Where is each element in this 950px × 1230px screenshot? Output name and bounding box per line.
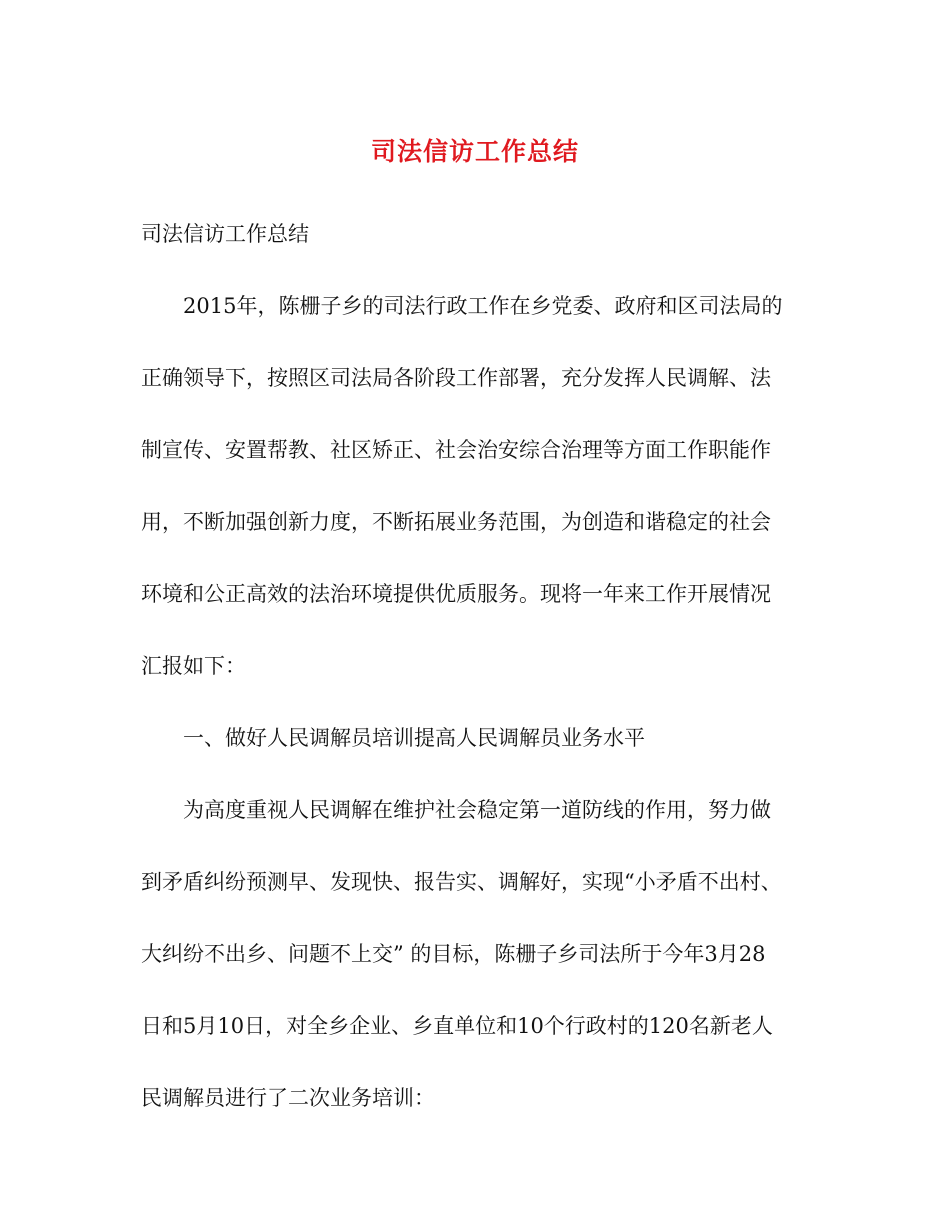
paragraph-1-line: 制宣传、安置帮教、社区矫正、社会治安综合治理等方面工作职能作 — [141, 438, 771, 462]
document-title: 司法信访工作总结 — [370, 137, 579, 166]
document-subtitle: 司法信访工作总结 — [141, 222, 309, 246]
document-body — [141, 208, 811, 1144]
paragraph-2-line: 为高度重视人民调解在维护社会稳定第一道防线的作用，努力做 — [183, 798, 771, 822]
paragraph-1-line: 正确领导下，按照区司法局各阶段工作部署，充分发挥人民调解、法 — [141, 366, 771, 390]
paragraph-2 — [141, 784, 811, 1144]
paragraph-2-line: 民调解员进行了二次业务培训： — [141, 1086, 435, 1110]
paragraph-2-line: 日和5月10日，对全乡企业、乡直单位和10个行政村的120名新老人 — [141, 1014, 773, 1038]
paragraph-1-line: 汇报如下： — [141, 654, 246, 678]
paragraph-2-line: 大纠纷不出乡、问题不上交” 的目标，陈栅子乡司法所于今年3月28 — [141, 942, 766, 966]
section-1-heading: 一、做好人民调解员培训提高人民调解员业务水平 — [183, 726, 645, 750]
paragraph-1 — [141, 280, 811, 712]
paragraph-1-line: 环境和公正高效的法治环境提供优质服务。现将一年来工作开展情况 — [141, 582, 771, 606]
paragraph-1-line: 2015年，陈栅子乡的司法行政工作在乡党委、政府和区司法局的 — [183, 294, 783, 318]
paragraph-2-line: 到矛盾纠纷预测早、发现快、报告实、调解好，实现“小矛盾不出村、 — [141, 870, 782, 894]
paragraph-1-line: 用，不断加强创新力度，不断拓展业务范围，为创造和谐稳定的社会 — [141, 510, 771, 534]
